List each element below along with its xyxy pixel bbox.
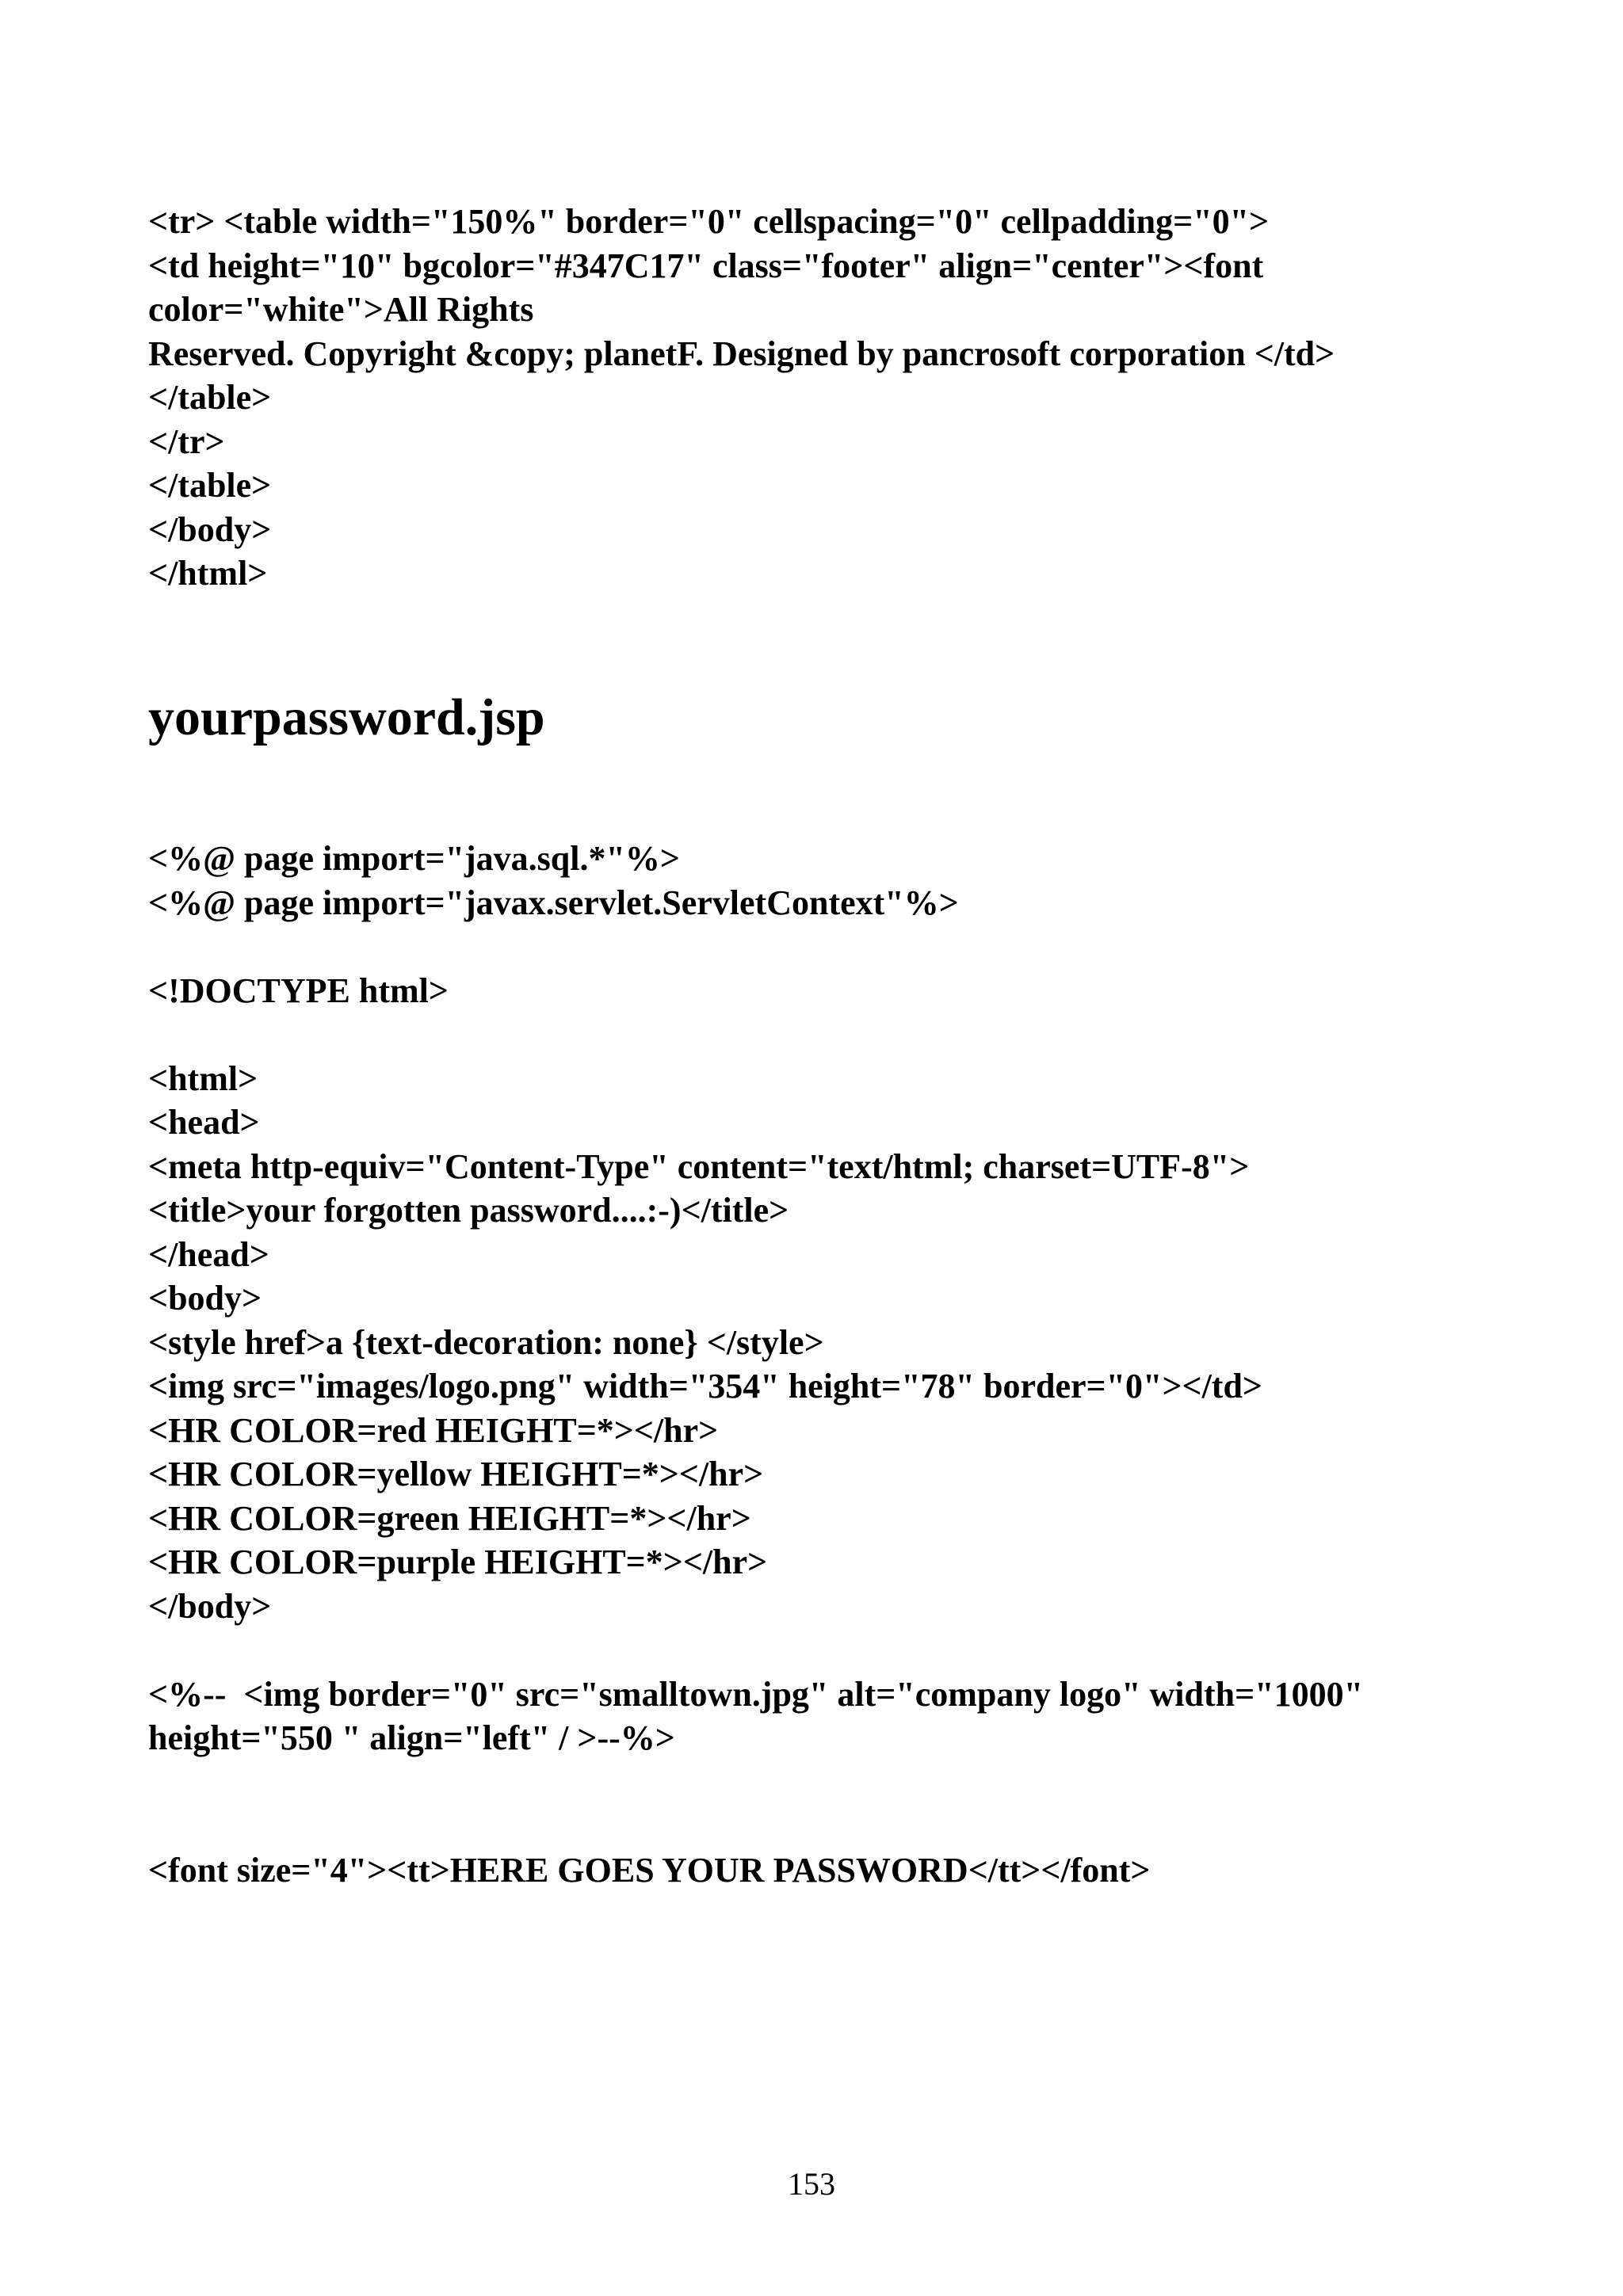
code-line: <head> xyxy=(148,1103,260,1142)
section-heading: yourpassword.jsp xyxy=(148,688,545,746)
code-line: color="white">All Rights xyxy=(148,290,534,329)
code-line: <title>your forgotten password....:-)</title> xyxy=(148,1191,789,1230)
code-line: <%@ page import="javax.servlet.ServletContext"%> xyxy=(148,883,959,922)
code-line: <font size="4"><tt>HERE GOES YOUR PASSWORD</tt></font> xyxy=(148,1850,1151,1890)
code-line: </body> xyxy=(148,1586,272,1626)
code-line: </head> xyxy=(148,1234,269,1274)
code-line xyxy=(148,925,1495,969)
code-line: <td height="10" bgcolor="#347C17" class="footer" align="center"><font xyxy=(148,246,1264,285)
code-line: <!DOCTYPE html> xyxy=(148,971,449,1010)
code-line: <tr> <table width="150%" border="0" cellspacing="0" cellpadding="0"> xyxy=(148,202,1270,241)
code-line: <body> xyxy=(148,1279,262,1318)
code-line xyxy=(148,1804,1495,1848)
code-line xyxy=(148,1628,1495,1672)
code-line: height="550 " align="left" / >--%> xyxy=(148,1718,675,1757)
code-line: <meta http-equiv="Content-Type" content="text/html; charset=UTF-8"> xyxy=(148,1146,1250,1186)
code-line: </tr> xyxy=(148,421,225,461)
code-block-footer-markup xyxy=(148,200,1495,596)
code-line: <HR COLOR=purple HEIGHT=*></hr> xyxy=(148,1543,768,1581)
code-line: Reserved. Copyright &copy; planetF. Designed by pancrosoft corporation </td> xyxy=(148,334,1335,373)
code-line: </body> xyxy=(148,509,272,549)
code-line: </table> xyxy=(148,378,272,417)
code-line: <HR COLOR=green HEIGHT=*></hr> xyxy=(148,1498,751,1538)
code-line: <style href>a {text-decoration: none} </style> xyxy=(148,1322,824,1362)
code-line: <HR COLOR=red HEIGHT=*></hr> xyxy=(148,1410,719,1450)
code-line: <%@ page import="java.sql.*"%> xyxy=(148,839,680,878)
code-line xyxy=(148,1013,1495,1057)
code-block-yourpassword-jsp xyxy=(148,837,1495,1892)
code-line: <html> xyxy=(148,1058,258,1098)
code-line: </table> xyxy=(148,466,272,505)
code-line: <img src="images/logo.png" width="354" height="78" border="0"></td> xyxy=(148,1367,1263,1405)
code-line: <HR COLOR=yellow HEIGHT=*></hr> xyxy=(148,1455,764,1493)
code-line xyxy=(148,1760,1495,1805)
page-number: 153 xyxy=(788,2166,835,2202)
code-line: </html> xyxy=(148,554,268,593)
code-line: <%-- <img border="0" src="smalltown.jpg" alt="company logo" width="1000" xyxy=(148,1674,1364,1714)
